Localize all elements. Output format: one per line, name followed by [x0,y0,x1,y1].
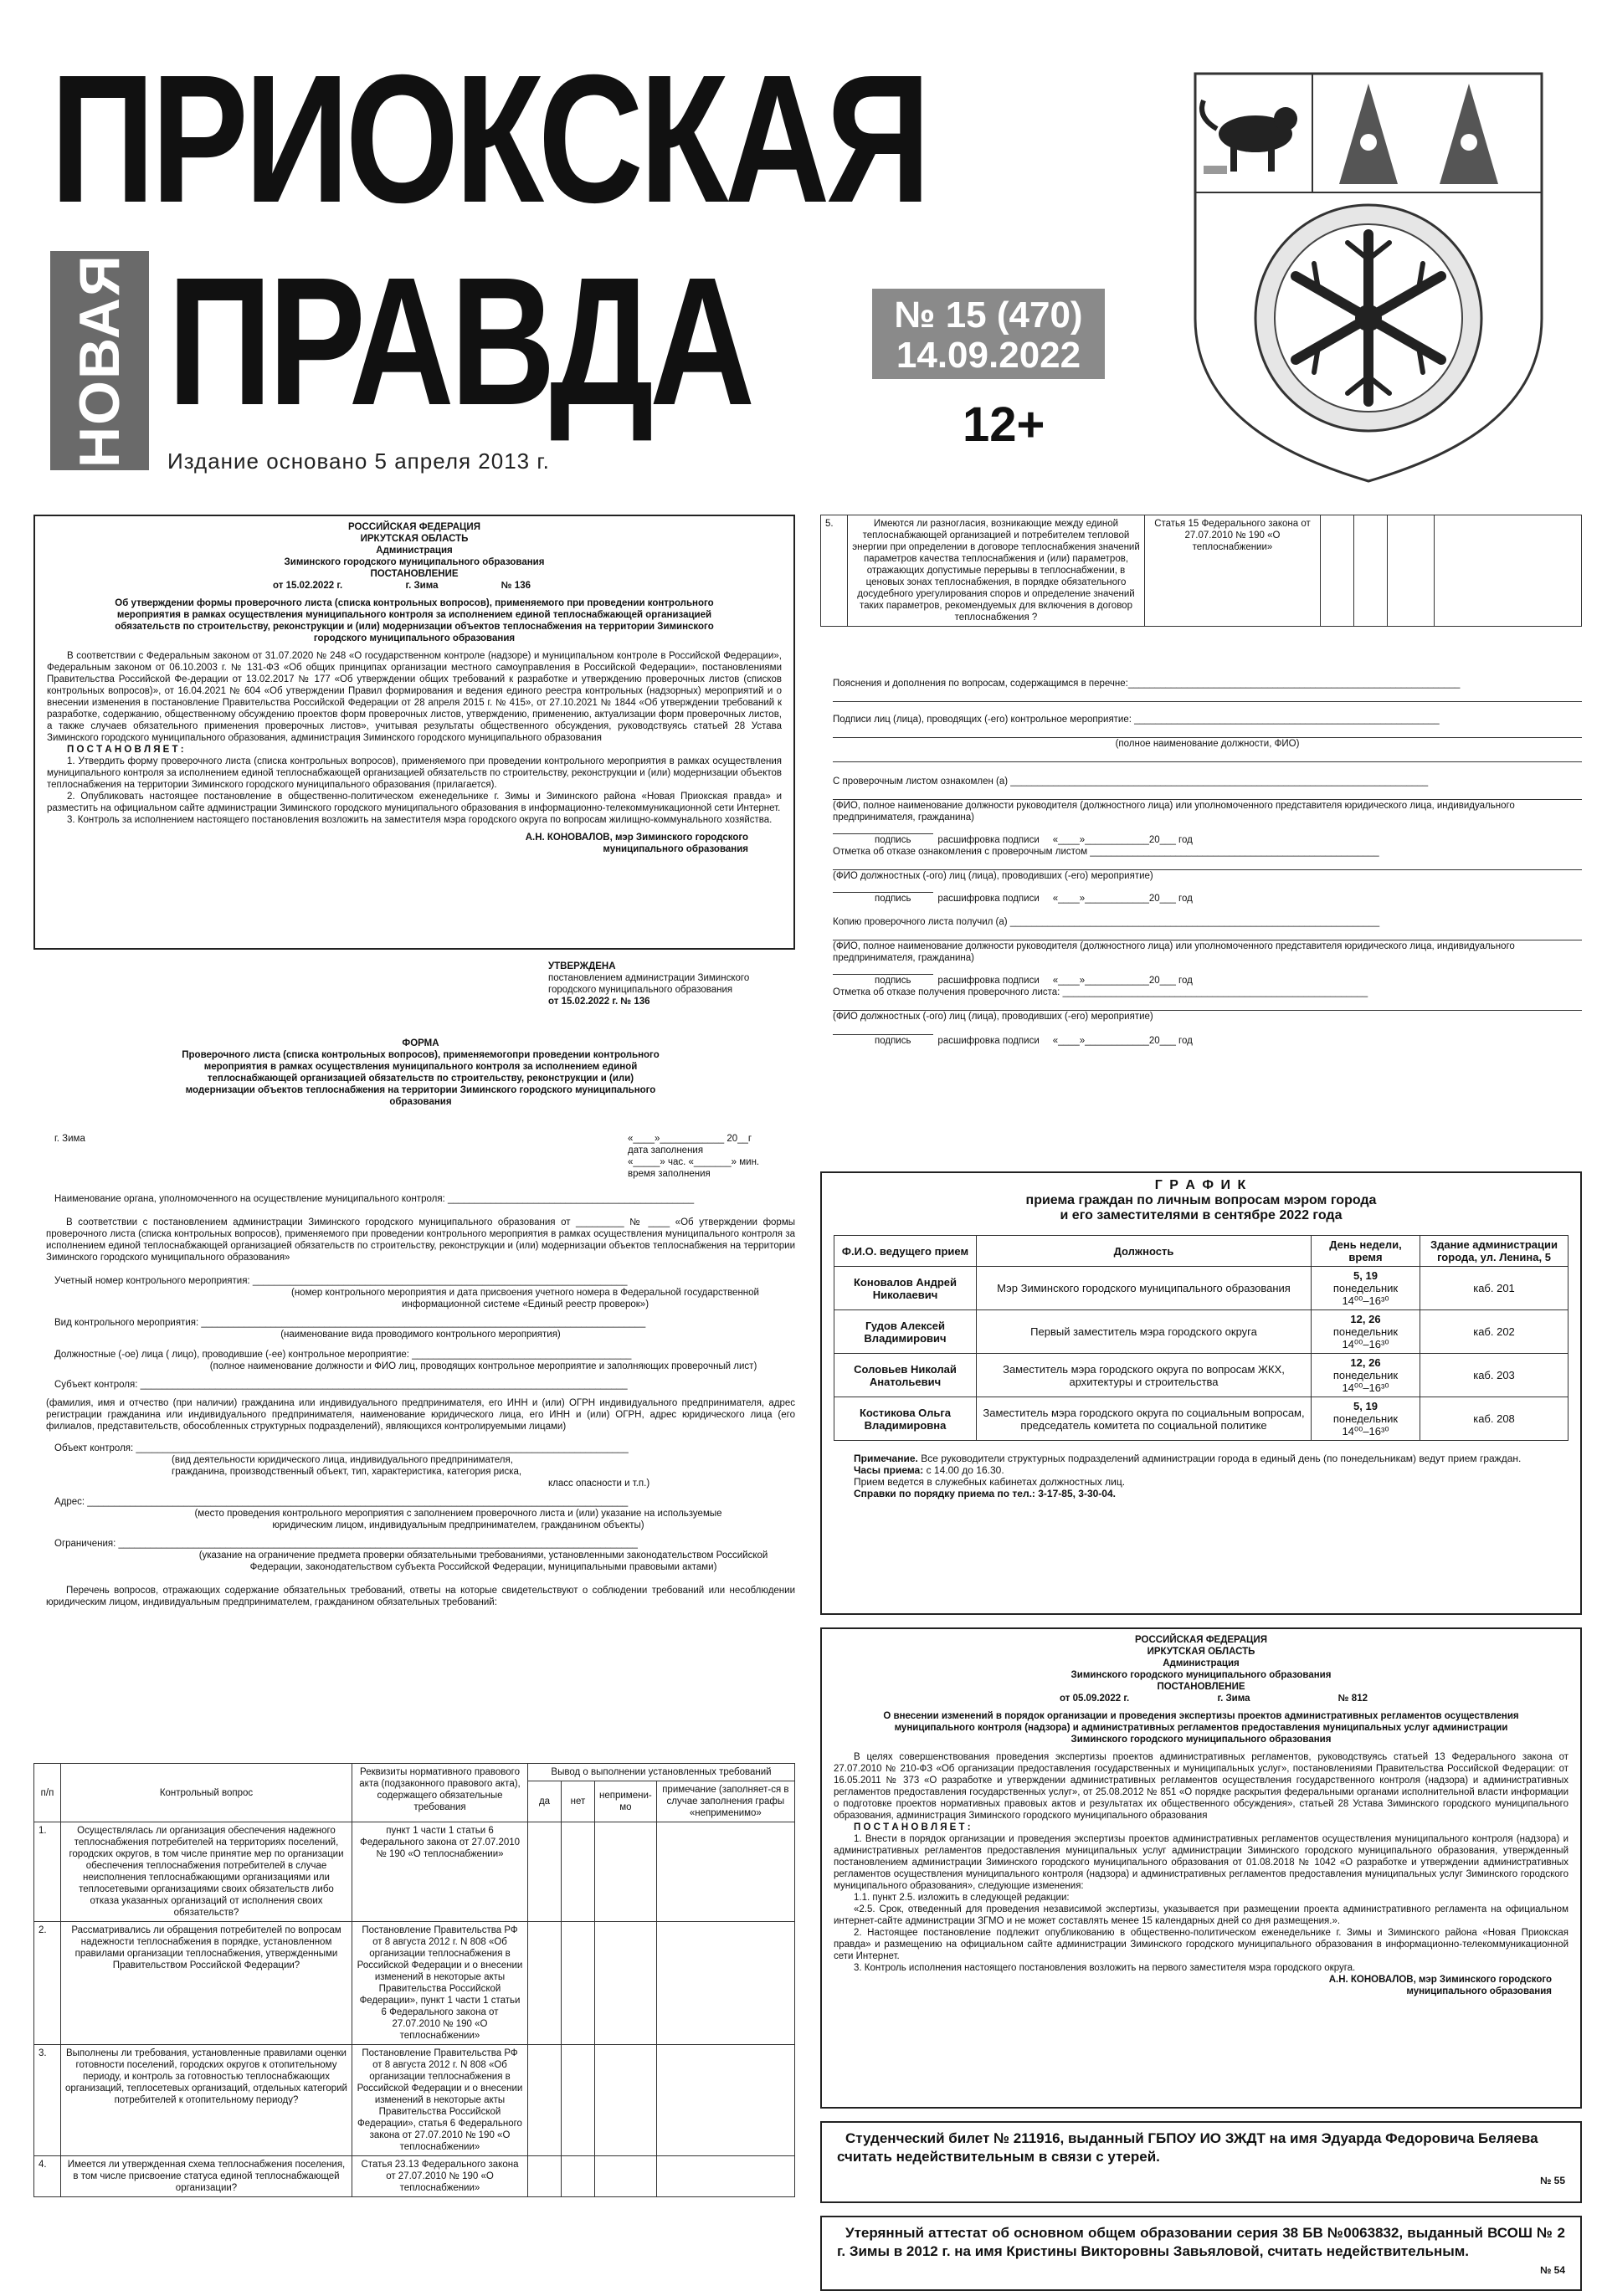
row-question: Рассматривались ли обращения потребителей по вопросам надежности теплоснабжения в порядке, установленном правилами организации теплоснабжения, утвержденными Правительством Российской Федерации? [61,1922,352,2045]
doc1-municipality: Зиминского городского муниципального образования [284,557,545,567]
form-field-object-caption3: класс опасности и т.п.) [548,1479,650,1489]
cell-note[interactable] [656,2156,794,2197]
masthead-title-line1: ПРИОКСКАЯ [50,38,927,241]
form-time-caption: время заполнения [628,1169,711,1179]
sig-acquainted-caption: (ФИО, полное наименование должности руководителя (должностного лица) или уполномоченного представителя юридического лица, индивидуального предпринимателя, гражданина) [833,801,1515,823]
schedule-room: каб. 208 [1420,1397,1568,1441]
sig-inspectors[interactable]: Подписи лиц (лица), проводящих (-его) контрольное мероприятие: _________________________________________________________ [833,715,1440,725]
schedule-weekday: понедельник [1332,1369,1399,1381]
doc2-number: № 812 [1337,1694,1368,1704]
schedule-hours: с 14.00 до 16.30. [926,1464,1004,1476]
form-field-officials-caption: (полное наименование должности и ФИО лиц, проводящих контрольное мероприятие и заполняющих проверочный лист) [209,1361,757,1371]
th-yes: да [528,1781,562,1822]
schedule-note-label: Примечание. [854,1453,918,1464]
form-field-event-type-caption: (наименование вида проводимого контрольного мероприятия) [280,1330,561,1340]
cell-note[interactable] [656,2045,794,2156]
row-number: 2. [34,1922,61,2045]
sig-refusal-receive-caption: (ФИО должностных (-ого) лиц (лица), проводивших (-его) мероприятие) [833,1012,1153,1022]
checklist-table-continued [820,515,1582,627]
form-field-restrictions[interactable]: Ограничения: _________________________________________________________________________________________________ [54,1539,638,1549]
doc2-doctype: ПОСТАНОВЛЕНИЕ [1157,1682,1245,1692]
notice-certificate-number: № 54 [1539,2264,1565,2276]
approval-line3: городского муниципального образования [548,985,733,995]
form-time-line: «_____» час. «_______» мин. [628,1157,760,1167]
th-conclusion: Вывод о выполнении установленных требований [528,1764,795,1781]
cell-yes[interactable] [528,2045,562,2156]
form-city: г. Зима [54,1134,85,1144]
doc2-body: В целях совершенствования проведения экспертизы проектов административных регламентов, руководствуясь статьей 13 Федерального закона от 27.07.2010 № 210-ФЗ «Об организации предоставления государственных и муниципальных услуг», постановлениями Правительства Российской Федерации: от 16.05.2011 № 373 «О разработке и утверждении административных регламентов осуществления государственного контроля (надзора) и административных регламентов предоставления государственных услуг», от 25.08.2012 № 851 «О порядке раскрытия федеральными органами исполнительной власти информации о подготовке проектов нормативных правовых актов и результатах их общественного обсуждения», статьей 28 Устава Зиминского городского муниципального образования, администрация Зиминского городского муниципального образования [834,1752,1568,1821]
row-requisites: Постановление Правительства РФ от 8 августа 2012 г. N 808 «Об организации теплоснабжения в Российской Федерации и о внесении изменений в некоторые акты Правительства Российской Федерации», пункт 1 части 1 статьи 6 Федерального закона от 27.07.2010 № 190 «О теплоснабжении» [352,1922,528,2045]
form-title: ФОРМА [402,1038,439,1048]
notice-certificate-text: Утерянный аттестат об основном общем образовании серия 38 БВ №0063832, выданный ВСОШ № 2 г. Зимы в 2012 г. на имя Кристины Викторовны Завьяловой, считать недействительным. [837,2225,1565,2259]
doc1-country: РОССИЙСКАЯ ФЕДЕРАЦИЯ [348,522,480,532]
founded-line: Издание основано 5 апреля 2013 г. [167,448,550,474]
schedule-day: 5, 19 [1353,1269,1378,1282]
sig-refusal-acquaint-caption: (ФИО должностных (-ого) лиц (лица), проводивших (-его) мероприятие) [833,871,1153,881]
schedule-day: 12, 26 [1350,1313,1381,1325]
issue-number: № 15 (470) [894,295,1083,336]
cell-no[interactable] [562,1922,595,2045]
form-basis: В соответствии с постановлением администрации Зиминского городского муниципального образования от _________ № ____ «Об утверждении формы проверочного листа (списка контрольных вопросов), применяемого при проведении контрольного мероприятия в рамках осуществления муниципального контроля за исполнением единой теплоснабжающей организацией обязательств по строительству, реконструкции и (или) модернизации объектов теплоснабжения на территории Зиминского городского муниципального образования» [46,1217,795,1263]
doc1-signature [47,832,782,855]
age-rating: 12+ [963,397,1045,452]
schedule-weekday: понедельник [1332,1282,1399,1294]
form-field-address[interactable]: Адрес: _____________________________________________________________________________________________________ [54,1497,629,1507]
schedule-name: Костикова Ольга Владимировна [834,1397,977,1441]
issue-badge [872,289,1105,379]
doc2-country: РОССИЙСКАЯ ФЕДЕРАЦИЯ [1135,1635,1267,1645]
schedule-time: 14⁰⁰–16³⁰ [1342,1425,1389,1438]
doc1-city: г. Зима [405,581,439,591]
cell-no[interactable] [562,2156,595,2197]
sig-row-4: подпись расшифровка подписи «____»____________20___ год [875,1036,1193,1046]
approval-line1: УТВЕРЖДЕНА [548,961,616,971]
masthead-vertical-tag: НОВАЯ [50,251,149,470]
form-field-event-type[interactable]: Вид контрольного мероприятия: ___________________________________________________________________________________ [54,1318,646,1328]
cell-note[interactable] [656,1822,794,1922]
row-requisites: Статья 15 Федерального закона от 27.07.2010 № 190 «О теплоснабжении» [1145,515,1321,627]
schedule-th-position: Должность [977,1236,1312,1267]
cell-no[interactable] [562,1822,595,1922]
cell-yes[interactable] [528,1822,562,1922]
th-number: п/п [34,1764,61,1822]
notice-student-card-text: Студенческий билет № 211916, выданный ГБПОУ ИО ЗЖДТ на имя Эдуарда Федоровича Беляева считать недействительным в связи с утерей. [837,2130,1538,2165]
doc1-doctype: ПОСТАНОВЛЕНИЕ [370,569,459,579]
cell-note[interactable] [1435,515,1582,627]
doc2-resolves: П О С Т А Н О В Л Я Е Т : [854,1822,971,1832]
cell-na[interactable] [1388,515,1435,627]
sig-copy-received-caption: (ФИО, полное наименование должности руководителя (должностного лица) или уполномоченного представителя юридического лица, индивидуального предпринимателя, гражданина) [833,941,1515,963]
schedule-note: Все руководители структурных подразделений администрации города в единый день (по понедельникам) ведут прием граждан. [921,1453,1522,1464]
th-no: нет [562,1781,595,1822]
schedule-position: Мэр Зиминского городского муниципального образования [977,1267,1312,1310]
doc2-date: от 05.09.2022 г. [1060,1694,1130,1704]
issue-date: 14.09.2022 [896,335,1081,376]
doc2-city: г. Зима [1217,1694,1250,1704]
doc1-resolves: П О С Т А Н О В Л Я Е Т : [67,745,184,755]
sig-row-3: подпись расшифровка подписи «____»____________20___ год [875,976,1193,986]
schedule-position: Первый заместитель мэра городского округа [977,1310,1312,1354]
table-row [34,1922,795,2045]
cell-yes[interactable] [1321,515,1354,627]
row-number: 4. [34,2156,61,2197]
schedule-weekday: понедельник [1332,1325,1399,1338]
signature-section [833,678,1582,1047]
cell-yes[interactable] [528,2156,562,2197]
doc1-body: В соответствии с Федеральным законом от 31.07.2020 № 248 «О государственном контроле (надзоре) и муниципальном контроле в Российской Федерации», Федеральным законом от 06.10.2003 г. № 131-ФЗ «Об общих принципах организации местного самоуправления в Российской Федерации», постановлениями Правительства Российской Фе-дерации от 13.02.2017 № 177 «Об утверждении общих требований к разработке и утверждению проверочных листов (списков контрольных вопросов)», от 16.04.2021 № 604 «Об утверждении Правил формирования и ведения единого реестра контрольных (надзорных) мероприятий и о внесении изменения в постановление Правительства Российской Федерации от 28 апреля 2015 г. № 415», от 27.10.2021 № 1844 «Об утверждении требований к разработке, содержанию, общественному обсуждению проектов форм проверочных листов, утверждению, применению, актуализации форм проверочных листов, а также случаев обязательного применения проверочных листов», учитывая результаты общественного обсуждения, руководствуясь статьей 28 Устава Зиминского городского муниципального образования, администрация Зиминского городского муниципального образования [47,651,782,743]
doc2-point1: 1. Внести в порядок организации и проведения экспертизы проектов административных регламентов осуществления муниципального контроля (надзора) и административных регламентов предоставления муниципальных услуг администрации Зиминского городского муниципального образования, утвержденный постановлением администрации Зиминского городского муниципального образования от 01.08.2018 № 1042 «О разработке и утверждении административных регламентов осуществления муниципального контроля (надзора) и административных регламентов предоставления муниципальных услуг Зиминского городского муниципального образования», следующие изменения: [834,1834,1568,1891]
cell-no[interactable] [1354,515,1388,627]
sig-refusal-receive[interactable]: Отметка об отказе получения проверочного листа: _________________________________________________________ [833,987,1368,997]
sig-inspectors-caption: (полное наименование должности, ФИО) [1115,739,1300,749]
row-requisites: пункт 1 части 1 статьи 6 Федерального закона от 27.07.2010 № 190 «О теплоснабжении» [352,1822,528,1922]
notice-certificate [820,2216,1582,2291]
schedule-room: каб. 203 [1420,1354,1568,1397]
table-row [834,1354,1568,1397]
sig-refusal-acquaint[interactable]: Отметка об отказе ознакомления с проверочным листом ______________________________________________________ [833,847,1379,857]
doc2-point1-1: 1.1. пункт 2.5. изложить в следующей редакции: [854,1893,1070,1903]
form-field-account-number-caption: (номер контрольного мероприятия и дата присвоения учетного номера в Федеральной государственной информационной системе «Единый реестр проверок») [291,1288,759,1309]
schedule-position: Заместитель мэра городского округа по вопросам ЖКХ, архитектуры и строительства [977,1354,1312,1397]
form-field-officials[interactable]: Должностные (-ое) лица ( лицо), проводившие (-ее) контрольное мероприятие: _________________________________________ [54,1350,632,1360]
row-number: 5. [821,515,848,627]
doc1-title: Об утверждении формы проверочного листа (списка контрольных вопросов), применяемого при проведении контрольного мероприятия в рамках осуществления муниципального контроля за исполнением единой теплоснабжающей организацией обязательств по строительству, реконструкции и (или) модернизации объектов теплоснабжения на территории Зиминского городского муниципального образования [115,598,714,643]
row-question: Имеются ли разногласия, возникающие между единой теплоснабжающей организацией и потребителем тепловой энергии при определении в договоре теплоснабжения значений параметров качества теплоснабжения и (или) параметров, отражающих допустимые перерывы в теплоснабжении, в ценовых зонах теплоснабжения, в порядке обязательного досудебного урегулирования споров и определение значений таких параметров, рекомендуемых для включения в договор теплоснабжения ? [848,515,1145,627]
th-na: непримени-мо [595,1781,657,1822]
schedule-time: 14⁰⁰–16³⁰ [1342,1338,1389,1350]
form-field-account-number[interactable]: Учетный номер контрольного мероприятия: ______________________________________________________________________ [54,1276,628,1286]
form-field-object[interactable]: Объект контроля: ____________________________________________________________________________________________ [54,1443,629,1453]
schedule-position: Заместитель мэра городского округа по социальным вопросам, председатель комитета по социальной политике [977,1397,1312,1441]
schedule-phones: Справки по порядку приема по тел.: 3-17-85, 3-30-04. [854,1488,1116,1499]
form-field-object-caption2: гражданина, производственный объект, тип, характеристика, категория риска, [172,1467,522,1477]
schedule-subtitle2: и его заместителями в сентябре 2022 года [1060,1208,1343,1222]
schedule-time: 14⁰⁰–16³⁰ [1342,1294,1389,1307]
cell-yes[interactable] [528,1922,562,2045]
doc2-municipality: Зиминского городского муниципального образования [1070,1670,1332,1680]
cell-no[interactable] [562,2045,595,2156]
table-row [34,2156,795,2197]
sig-copy-received[interactable]: Копию проверочного листа получил (а) _____________________________________________________________________ [833,917,1380,927]
schedule-weekday: понедельник [1332,1412,1399,1425]
schedule-room: каб. 201 [1420,1267,1568,1310]
sig-row-2: подпись расшифровка подписи «____»____________20___ год [875,894,1193,904]
form-date-caption: дата заполнения [628,1145,704,1156]
doc1-admin: Администрация [376,546,453,556]
schedule-subtitle1: приема граждан по личным вопросам мэром города [1025,1193,1377,1207]
doc1-region: ИРКУТСКАЯ ОБЛАСТЬ [360,534,469,544]
schedule-title: Г Р А Ф И К [1154,1178,1248,1192]
coat-of-arms-emblem [1189,67,1548,485]
row-question: Выполнены ли требования, установленные правилами оценки готовности поселений, городских округов к отопительному периоду, и контроль за готовностью теплоснабжающих организаций, теплосетевых организаций, отдельных категорий потребителей к отопительному периоду? [61,2045,352,2156]
resolution-136-box [33,515,795,950]
schedule-name: Гудов Алексей Владимирович [834,1310,977,1354]
th-requisites: Реквизиты нормативного правового акта (подзаконного правового акта), содержащего обязательные требования [352,1764,528,1822]
approval-line2: постановлением администрации Зиминского [548,973,750,983]
doc2-region: ИРКУТСКАЯ ОБЛАСТЬ [1147,1647,1255,1657]
cell-na[interactable] [595,2156,657,2197]
doc2-point3: 3. Контроль исполнения настоящего постановления возложить на первого заместителя мэра городского округа. [854,1963,1356,1973]
form-field-subject-caption: (фамилия, имя и отчество (при наличии) гражданина или индивидуального предпринимателя, его ИНН и (или) ОГРН индивидуального предпринимателя, адрес регистрации гражданина или индивидуального предпринимателя, наименование юридического лица, его ИНН и (или) ОГРН, адрес юридического лица (его филиалов, представительств, обособленных структурных подразделений), являющихся контролируемыми лицами) [46,1398,795,1432]
schedule-table [834,1235,1568,1441]
doc1-number: № 136 [501,581,531,591]
masthead-title-line2: ПРАВДА [167,240,752,443]
row-question: Имеется ли утвержденная схема теплоснабжения поселения, в том числе присвоение статуса единой теплоснабжающей организации? [61,2156,352,2197]
table-row [834,1397,1568,1441]
row-question: Осуществлялась ли организация обеспечения надежного теплоснабжения потребителей на территориях поселений, городских округов, в том числе принятие мер по организации обеспечения теплоснабжения потребителей в случае неисполнения теплоснабжающими организациями или теплосетевыми организациями своих обязательств либо отказа указанных организаций от исполнения своих обязательств? [61,1822,352,1922]
table-row [834,1310,1568,1354]
doc1-point2: 2. Опубликовать настоящее постановление в общественно-политическом еженедельнике г. Зимы и Зиминского района «Новая Приокская правда» и разместить на официальном сайте администрации Зиминского городского муниципального образования в информационно-телекоммуникационной сети Интернет. [47,792,782,813]
doc1-signature-line1: А.Н. КОНОВАЛОВ, мэр Зиминского городского [525,833,748,843]
row-requisites: Статья 23.13 Федерального закона от 27.07.2010 № 190 «О теплоснабжении» [352,2156,528,2197]
th-question: Контрольный вопрос [61,1764,352,1822]
approval-line4: от 15.02.2022 г. № 136 [548,997,650,1007]
table-row [34,1822,795,1922]
form-field-restrictions-caption: (указание на ограничение предмета проверки обязательными требованиями, установленными законодательством Российской Федерации, законодательством субъекта Российской Федерации, муниципальными правовыми актами) [198,1550,768,1572]
cell-note[interactable] [656,1922,794,2045]
form-field-object-caption1: (вид деятельности юридического лица, индивидуального предпринимателя, [172,1455,513,1465]
form-field-subject[interactable]: Субъект контроля: ___________________________________________________________________________________________ [54,1380,628,1390]
doc1-point1: 1. Утвердить форму проверочного листа (списка контрольных вопросов), применяемого при проведении контрольного мероприятия в рамках осуществления муниципального контроля за исполнением единой теплоснабжающей организацией обязательств по строительству, реконструкции и (или) модернизации объектов теплоснабжения на территории Зиминского городского муниципального образования (прилагается). [47,756,782,790]
sig-explanations[interactable]: Пояснения и дополнения по вопросам, содержащимся в перечне:______________________________________________________________ [833,679,1461,689]
table-row [34,2045,795,2156]
reception-schedule [820,1171,1582,1615]
notice-student-card-number: № 55 [1539,2175,1565,2186]
row-number: 1. [34,1822,61,1922]
schedule-day: 5, 19 [1353,1400,1378,1412]
sig-acquainted[interactable]: С проверочным листом ознакомлен (а) ______________________________________________________________________________ [833,776,1429,787]
schedule-where: Прием ведется в служебных кабинетах должностных лиц. [854,1476,1126,1488]
doc2-signature-line1: А.Н. КОНОВАЛОВ, мэр Зиминского городского [1328,1975,1552,1985]
doc1-point3: 3. Контроль за исполнением настоящего постановления возложить на заместителя мэра городского округа по вопросам жилищно-коммунального хозяйства. [67,815,773,825]
th-note: примечание (заполняет-ся в случае заполнения графы «неприменимо» [656,1781,794,1822]
schedule-time: 14⁰⁰–16³⁰ [1342,1381,1389,1394]
doc2-admin: Администрация [1163,1658,1240,1668]
approval-stamp [548,961,791,1007]
row-requisites: Постановление Правительства РФ от 8 августа 2012 г. N 808 «Об организации теплоснабжения в Российской Федерации и о внесении изменений в некоторые акты Правительства Российской Федерации», статья 6 Федерального закона от 27.07.2010 № 190 «О теплоснабжении» [352,2045,528,2156]
schedule-th-name: Ф.И.О. ведущего прием [834,1236,977,1267]
schedule-day: 12, 26 [1350,1356,1381,1369]
doc1-signature-line2: муниципального образования [603,844,748,854]
checklist-table [33,1763,795,2197]
cell-na[interactable] [595,2045,657,2156]
schedule-name: Соловьев Николай Анатольевич [834,1354,977,1397]
schedule-th-room: Здание администрации города, ул. Ленина, 5 [1420,1236,1568,1267]
form-organ-field[interactable]: Наименование органа, уполномоченного на осуществление муниципального контроля: ______________________________________________ [54,1194,695,1204]
cell-na[interactable] [595,1822,657,1922]
schedule-room: каб. 202 [1420,1310,1568,1354]
form-list-intro: Перечень вопросов, отражающих содержание обязательных требований, ответы на которые свидетельствуют о соблюдении требований или несоблюдении юридическим лицом, индивидуальным предпринимателем, гражданином обязательных требований: [46,1586,795,1607]
row-number: 3. [34,2045,61,2156]
schedule-name: Коновалов Андрей Николаевич [834,1267,977,1310]
schedule-th-day: День недели, время [1312,1236,1420,1267]
doc2-title: О внесении изменений в порядок организации и проведения экспертизы проектов административных регламентов осуществления муниципального контроля (надзора) и административных регламентов предоставления муниципальных услуг администрации Зиминского городского муниципального образования [883,1711,1519,1745]
cell-na[interactable] [595,1922,657,2045]
doc2-signature [834,1974,1568,1997]
doc2-point1-2: «2.5. Срок, отведенный для проведения независимой экспертизы, указывается при размещении проекта административного регламента на официальном интернет-сайте администрации ЗГМО и не может составлять менее 15 календарных дней со дня размещения.». [834,1904,1568,1926]
doc2-signature-line2: муниципального образования [1406,1986,1552,1996]
form-date-line: «____»____________ 20__г [628,1134,752,1144]
sig-row-1: подпись расшифровка подписи «____»____________20___ год [875,835,1193,845]
form-field-address-caption: (место проведения контрольного мероприятия с заполнением проверочного листа и (или) указание на используемые юридическим лицом, индивидуальным предпринимателем, гражданином объекты) [194,1509,722,1530]
form-subtitle: Проверочного листа (списка контрольных вопросов), применяемогопри проведении контрольного мероприятия в рамках осуществления муниципального контроля за исполнением единой теплоснабжающей организацией обязательств по строительству, реконструкции и (или) модернизации объектов теплоснабжения на территории Зиминского городского муниципального образования [182,1050,660,1107]
doc1-date: от 15.02.2022 г. [273,581,343,591]
resolution-812-box [820,1627,1582,2109]
table-row [834,1267,1568,1310]
table-row [821,515,1582,627]
notice-student-card [820,2121,1582,2203]
doc2-point2: 2. Настоящее постановление подлежит опубликованию в общественно-политическом еженедельнике г. Зимы и Зиминского района «Новая Приокская правда» и размещению на официальном сайте администрации Зиминского городского муниципального образования в информационно-телекоммуникационной сети Интернет. [834,1928,1568,1961]
checklist-form [46,1038,795,1608]
schedule-hours-label: Часы приема: [854,1464,924,1476]
